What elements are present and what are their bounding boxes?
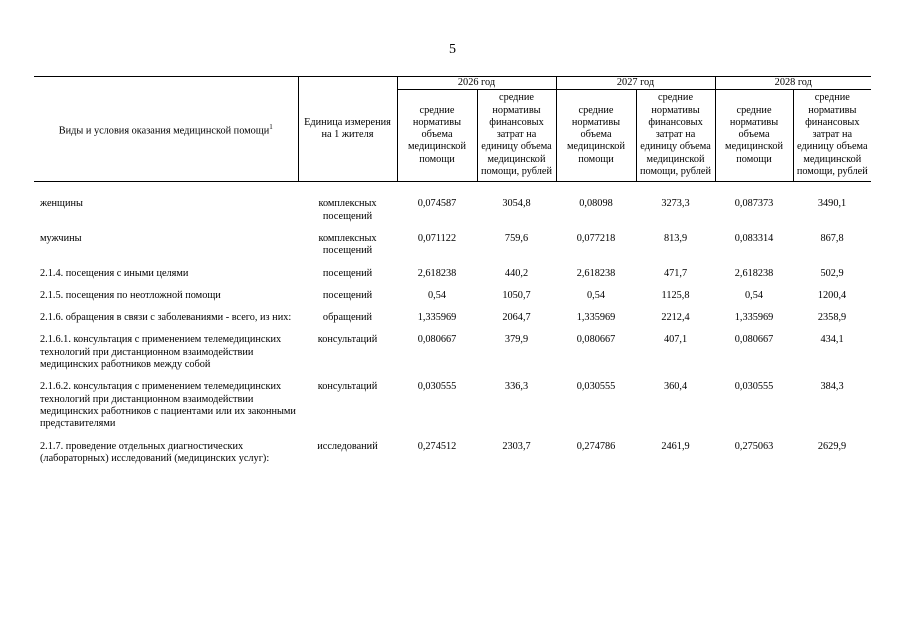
cost-2028: 434,1 bbox=[820, 334, 844, 346]
cost-2026: 1050,7 bbox=[502, 289, 531, 301]
volume-2028: 0,083314 bbox=[734, 232, 774, 244]
table-row bbox=[34, 334, 871, 381]
cost-2027: 813,9 bbox=[663, 232, 688, 244]
row-name: 2.1.6.1. консультация с применением телемедицинских технологий при дистанционном взаимодействии медицинских работников между собой bbox=[40, 334, 282, 371]
cost-2027: 3273,3 bbox=[661, 198, 690, 210]
header-cost-2026: средние нормативы финансовых затрат на единицу объема медицинской помощи, рублей bbox=[477, 90, 556, 182]
cost-2027: 360,4 bbox=[663, 381, 688, 393]
table-row bbox=[34, 290, 871, 312]
volume-2026: 0,54 bbox=[427, 289, 447, 301]
header-year-2026: 2026 год bbox=[397, 77, 556, 90]
cost-2026: 2303,7 bbox=[502, 440, 531, 452]
volume-2027: 2,618238 bbox=[576, 267, 616, 279]
table-row bbox=[34, 312, 871, 334]
row-name: 2.1.6. обращения в связи с заболеваниями - всего, из них: bbox=[40, 312, 292, 324]
row-name: мужчины bbox=[40, 232, 82, 244]
table-row bbox=[34, 233, 871, 268]
volume-2026: 0,071122 bbox=[417, 232, 457, 244]
cost-2027: 1125,8 bbox=[661, 289, 690, 301]
volume-2026: 0,080667 bbox=[417, 334, 457, 346]
row-unit: комплексных посещений bbox=[318, 232, 377, 257]
header-year-2028: 2028 год bbox=[715, 77, 871, 90]
cost-2028: 502,9 bbox=[820, 267, 844, 279]
volume-2026: 0,274512 bbox=[417, 440, 457, 452]
header-year-2027: 2027 год bbox=[556, 77, 715, 90]
header-kind-of-care-label: Виды и условия оказания медицинской помощи bbox=[58, 125, 270, 137]
volume-2027: 0,080667 bbox=[576, 334, 616, 346]
volume-2026: 0,030555 bbox=[417, 381, 457, 393]
volume-2028: 0,54 bbox=[745, 289, 764, 301]
cost-2028: 2629,9 bbox=[817, 440, 847, 452]
cost-2026: 336,3 bbox=[504, 381, 529, 393]
volume-2026: 1,335969 bbox=[417, 312, 457, 324]
cost-2026: 3054,8 bbox=[502, 198, 531, 210]
header-unit: Единица измерения на 1 жителя bbox=[298, 77, 397, 182]
cost-2027: 471,7 bbox=[663, 267, 688, 279]
volume-2027: 0,08098 bbox=[579, 198, 613, 210]
row-unit: посещений bbox=[322, 289, 373, 301]
cost-2028: 384,3 bbox=[820, 381, 844, 393]
volume-2027: 0,274786 bbox=[576, 440, 616, 452]
volume-2026: 0,074587 bbox=[417, 198, 457, 210]
row-name: женщины bbox=[40, 198, 83, 210]
volume-2028: 0,080667 bbox=[734, 334, 774, 346]
row-name: 2.1.7. проведение отдельных диагностических (лабораторных) исследований (медицинских услуг): bbox=[40, 440, 270, 464]
volume-2028: 2,618238 bbox=[734, 267, 774, 279]
volume-2028: 0,275063 bbox=[734, 440, 774, 452]
volume-2026: 2,618238 bbox=[417, 267, 457, 279]
cost-2027: 2212,4 bbox=[661, 312, 690, 324]
header-cost-2027: средние нормативы финансовых затрат на единицу объема медицинской помощи, рублей bbox=[636, 90, 715, 182]
cost-2028: 867,8 bbox=[820, 232, 844, 244]
volume-2028: 0,087373 bbox=[734, 198, 774, 210]
cost-2027: 407,1 bbox=[663, 334, 688, 346]
header-kind-of-care bbox=[34, 77, 298, 182]
table-row bbox=[34, 198, 871, 233]
row-name: 2.1.6.2. консультация с применением телемедицинских технологий при дистанционном взаимодействии медицинских работников с пациентами или их законными представителями bbox=[40, 381, 296, 430]
header-volume-2027: средние нормативы объема медицинской помощи bbox=[556, 90, 636, 182]
table-row bbox=[34, 381, 871, 440]
row-unit: обращений bbox=[322, 312, 373, 324]
cost-2028: 3490,1 bbox=[817, 198, 847, 210]
row-unit: посещений bbox=[322, 267, 373, 279]
page-number: 5 bbox=[449, 42, 456, 57]
row-unit: комплексных посещений bbox=[318, 198, 377, 222]
cost-2026: 440,2 bbox=[504, 267, 529, 279]
table-body bbox=[34, 182, 871, 475]
cost-2028: 2358,9 bbox=[817, 312, 847, 324]
table-row bbox=[34, 441, 871, 476]
volume-2027: 0,54 bbox=[587, 289, 606, 301]
table-row bbox=[34, 268, 871, 290]
cost-2026: 2064,7 bbox=[502, 312, 531, 324]
header-cost-2028: средние нормативы финансовых затрат на единицу объема медицинской помощи, рублей bbox=[793, 90, 871, 182]
volume-2027: 0,030555 bbox=[576, 381, 616, 393]
cost-2026: 759,6 bbox=[504, 232, 529, 244]
row-name: 2.1.5. посещения по неотложной помощи bbox=[40, 289, 221, 301]
volume-2027: 0,077218 bbox=[576, 232, 616, 244]
cost-2028: 1200,4 bbox=[817, 289, 847, 301]
row-name: 2.1.4. посещения с иными целями bbox=[40, 267, 189, 279]
volume-2028: 0,030555 bbox=[734, 381, 774, 393]
volume-2027: 1,335969 bbox=[576, 312, 616, 324]
header-volume-2028: средние нормативы объема медицинской помощи bbox=[715, 90, 793, 182]
cost-2026: 379,9 bbox=[504, 334, 529, 346]
cost-2027: 2461,9 bbox=[661, 440, 690, 452]
row-unit: консультаций bbox=[317, 381, 378, 393]
header-volume-2026: средние нормативы объема медицинской помощи bbox=[397, 90, 477, 182]
volume-2028: 1,335969 bbox=[734, 312, 774, 324]
row-unit: консультаций bbox=[317, 334, 378, 346]
row-unit: исследований bbox=[317, 440, 378, 452]
medical-care-norms-table bbox=[34, 76, 871, 475]
footnote-marker: 1 bbox=[269, 122, 273, 131]
